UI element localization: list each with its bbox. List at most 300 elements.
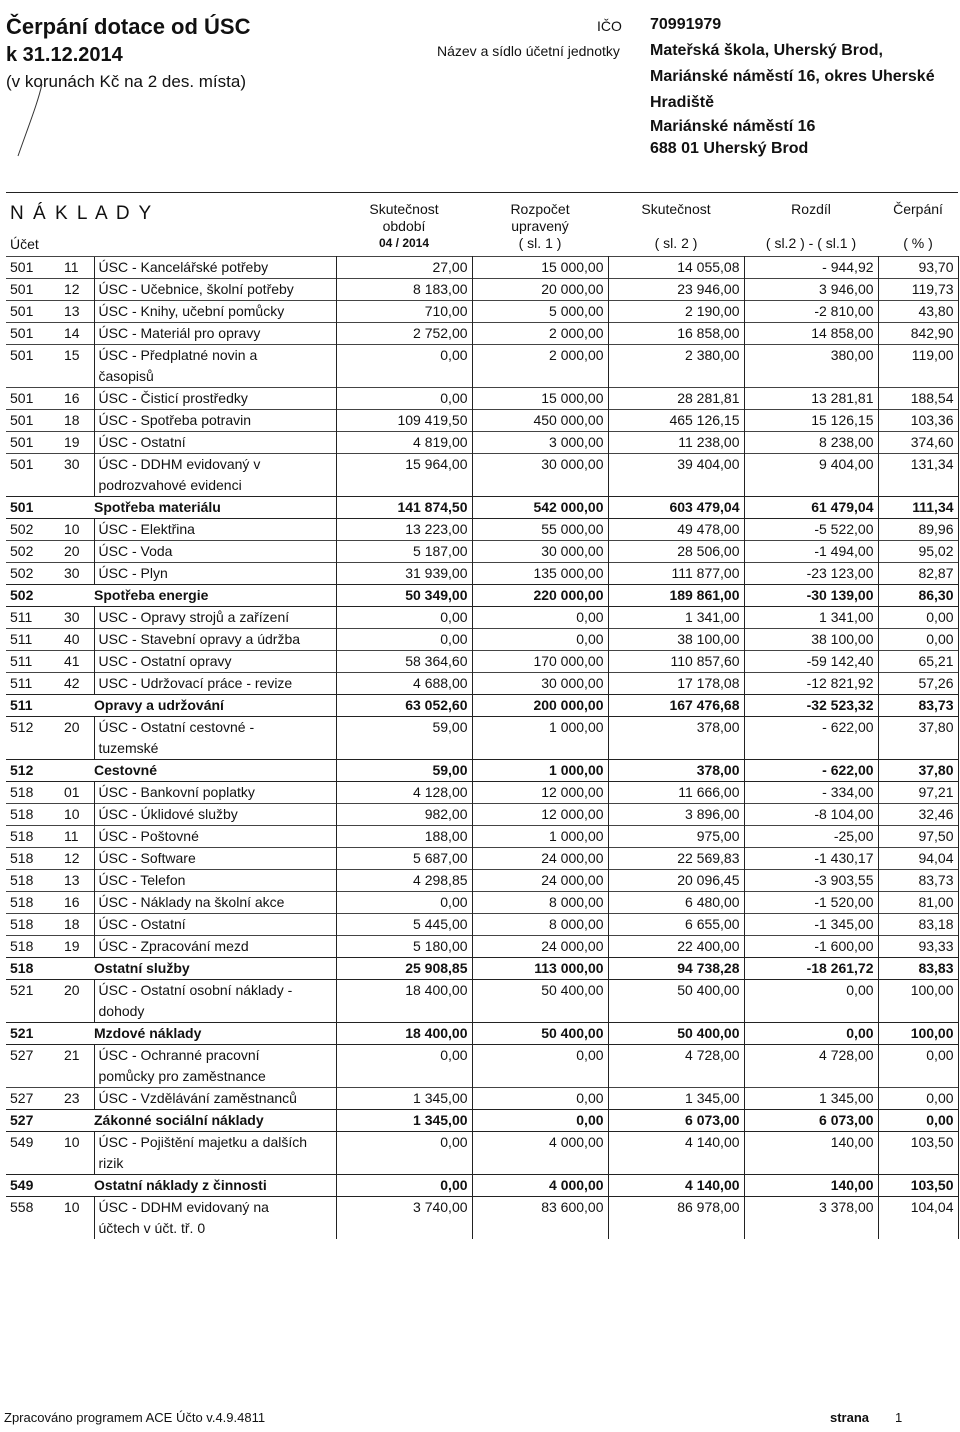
item-name-cell [94,717,336,760]
category-name-cell: Ostatní náklady z činnosti [60,1175,336,1197]
value-col3-cell: 50 400,00 [608,1023,744,1045]
item-name-cell [94,1045,336,1088]
col3-line1: Skutečnost [641,201,711,217]
value-col1-cell: 18 400,00 [336,980,472,1023]
item-name-cell: USC - Udržovací práce - revize [94,673,336,695]
value-col1-cell: 15 964,00 [336,454,472,497]
value-col5-cell: 83,73 [878,870,958,892]
item-name-cell: USC - Stavební opravy a údržba [94,629,336,651]
item-name-cell [94,1132,336,1175]
value-col1-cell: 109 419,50 [336,410,472,432]
value-col2-cell: 20 000,00 [472,279,608,301]
value-col3-cell: 4 140,00 [608,1132,744,1175]
value-col1-cell: 1 345,00 [336,1088,472,1110]
value-col1-cell: 58 364,60 [336,651,472,673]
subaccount-cell: 20 [60,541,94,563]
subaccount-cell: 21 [60,1045,94,1088]
value-col5-cell: 103,50 [878,1175,958,1197]
ico-label: IČO [597,18,622,34]
account-cell: 511 [6,651,60,673]
subaccount-cell: 20 [60,717,94,760]
account-cell: 511 [6,607,60,629]
value-col5-cell: 97,21 [878,782,958,804]
table-header-row [6,193,958,257]
table-row [6,323,958,345]
pen-mark [12,82,52,160]
col5-line1: Čerpání [893,201,943,217]
report-units: (v korunách Kč na 2 des. místa) [6,72,246,91]
subaccount-cell: 10 [60,1197,94,1240]
value-col4-cell: - 944,92 [744,257,878,279]
value-col1-cell: 31 939,00 [336,563,472,585]
value-col3-cell: 23 946,00 [608,279,744,301]
account-cell: 501 [6,388,60,410]
ico-value: 70991979 [650,16,722,33]
value-col4-cell: 0,00 [744,980,878,1023]
subaccount-cell: 30 [60,454,94,497]
subaccount-cell: 01 [60,782,94,804]
subaccount-cell: 10 [60,519,94,541]
value-col4-cell: -1 494,00 [744,541,878,563]
value-col2-cell: 0,00 [472,607,608,629]
value-col2-cell: 24 000,00 [472,848,608,870]
category-name-cell: Cestovné [60,760,336,782]
subaccount-cell: 16 [60,388,94,410]
value-col3-cell: 39 404,00 [608,454,744,497]
value-col1-cell: 2 752,00 [336,323,472,345]
value-col3-cell: 11 238,00 [608,432,744,454]
value-col3-cell: 50 400,00 [608,980,744,1023]
value-col2-cell: 2 000,00 [472,323,608,345]
value-col5-cell: 97,50 [878,826,958,848]
subaccount-cell: 13 [60,870,94,892]
value-col2-cell: 50 400,00 [472,1023,608,1045]
value-col1-cell: 0,00 [336,892,472,914]
value-col3-cell: 1 341,00 [608,607,744,629]
table-row [6,848,958,870]
value-col5-cell: 104,04 [878,1197,958,1240]
value-col2-cell: 0,00 [472,629,608,651]
item-name-cell: ÚSC - Učebnice, školní potřeby [94,279,336,301]
account-cell: 549 [6,1175,60,1197]
col3-line2: ( sl. 2 ) [654,235,698,251]
account-cell: 501 [6,410,60,432]
value-col2-cell: 170 000,00 [472,651,608,673]
value-col4-cell: -1 520,00 [744,892,878,914]
value-col5-cell: 83,18 [878,914,958,936]
value-col1-cell: 1 345,00 [336,1110,472,1132]
value-col4-cell: -25,00 [744,826,878,848]
value-col4-cell: -3 903,55 [744,870,878,892]
value-col3-cell: 86 978,00 [608,1197,744,1240]
value-col4-cell: -1 600,00 [744,936,878,958]
value-col3-cell: 378,00 [608,760,744,782]
org-line-4: Mariánské náměstí 16 [650,118,816,135]
table-row [6,388,958,410]
value-col1-cell: 4 298,85 [336,870,472,892]
value-col1-cell: 5 445,00 [336,914,472,936]
account-cell: 502 [6,541,60,563]
account-cell: 518 [6,782,60,804]
subaccount-cell: 30 [60,563,94,585]
item-name-cell: USC - Ostatní opravy [94,651,336,673]
page-number: 1 [895,1410,903,1425]
value-col2-cell: 450 000,00 [472,410,608,432]
item-name-cell: ÚSC - Ostatní [94,914,336,936]
value-col2-cell: 12 000,00 [472,804,608,826]
category-name-cell: Spotřeba materiálu [60,497,336,519]
account-cell: 501 [6,323,60,345]
ucet-label: Účet [10,236,39,252]
account-cell: 501 [6,257,60,279]
value-col5-cell: 83,83 [878,958,958,980]
value-col3-cell: 49 478,00 [608,519,744,541]
value-col4-cell: 61 479,04 [744,497,878,519]
value-col3-cell: 28 506,00 [608,541,744,563]
value-col3-cell: 14 055,08 [608,257,744,279]
value-col2-cell: 8 000,00 [472,892,608,914]
item-name-cell: ÚSC - Poštovné [94,826,336,848]
value-col2-cell: 1 000,00 [472,826,608,848]
value-col1-cell: 0,00 [336,1045,472,1088]
value-col3-cell: 22 569,83 [608,848,744,870]
value-col1-cell: 4 688,00 [336,673,472,695]
value-col2-cell: 0,00 [472,1088,608,1110]
value-col5-cell: 103,36 [878,410,958,432]
subaccount-cell: 18 [60,410,94,432]
account-cell: 518 [6,826,60,848]
subaccount-cell: 42 [60,673,94,695]
subaccount-cell: 11 [60,257,94,279]
item-name-cell: USC - Opravy strojů a zařízení [94,607,336,629]
value-col5-cell: 83,73 [878,695,958,717]
item-name-line2: dohody [98,1003,145,1019]
item-name-line1: ÚSC - DDHM evidovaný v [98,456,261,472]
value-col5-cell: 0,00 [878,629,958,651]
value-col4-cell: 140,00 [744,1132,878,1175]
value-col4-cell: -59 142,40 [744,651,878,673]
value-col2-cell: 135 000,00 [472,563,608,585]
item-name-cell: ÚSC - Knihy, učební pomůcky [94,301,336,323]
value-col1-cell: 63 052,60 [336,695,472,717]
value-col4-cell: -5 522,00 [744,519,878,541]
value-col4-cell: 0,00 [744,1023,878,1045]
category-name-cell: Zákonné sociální náklady [60,1110,336,1132]
item-name-line2: rizik [98,1155,124,1171]
value-col5-cell: 37,80 [878,717,958,760]
value-col2-cell: 30 000,00 [472,541,608,563]
col1-line3: 04 / 2014 [378,236,430,250]
item-name-cell: ÚSC - Úklidové služby [94,804,336,826]
value-col1-cell: 50 349,00 [336,585,472,607]
table-row [6,651,958,673]
account-cell: 518 [6,936,60,958]
value-col5-cell: 81,00 [878,892,958,914]
value-col5-cell: 43,80 [878,301,958,323]
item-name-cell: ÚSC - Plyn [94,563,336,585]
account-cell: 521 [6,1023,60,1045]
category-name-cell: Ostatní služby [60,958,336,980]
account-cell: 502 [6,585,60,607]
item-name-cell [94,454,336,497]
item-name-cell: ÚSC - Voda [94,541,336,563]
table-row [6,541,958,563]
value-col5-cell: 0,00 [878,1088,958,1110]
item-name-line1: ÚSC - Ochranné pracovní [98,1047,260,1063]
value-col4-cell: -23 123,00 [744,563,878,585]
table-row [6,1045,958,1088]
account-cell: 502 [6,519,60,541]
value-col3-cell: 28 281,81 [608,388,744,410]
subtotal-row [6,1175,958,1197]
subtotal-row [6,497,958,519]
value-col5-cell: 100,00 [878,980,958,1023]
account-cell: 511 [6,673,60,695]
col1-line2: období [382,218,426,234]
value-col2-cell: 113 000,00 [472,958,608,980]
value-col4-cell: 3 378,00 [744,1197,878,1240]
value-col4-cell: 3 946,00 [744,279,878,301]
value-col4-cell: 38 100,00 [744,629,878,651]
value-col2-cell: 4 000,00 [472,1175,608,1197]
value-col3-cell: 6 073,00 [608,1110,744,1132]
value-col2-cell: 0,00 [472,1110,608,1132]
value-col2-cell: 83 600,00 [472,1197,608,1240]
value-col4-cell: 9 404,00 [744,454,878,497]
value-col5-cell: 37,80 [878,760,958,782]
value-col4-cell: 140,00 [744,1175,878,1197]
subtotal-row [6,1023,958,1045]
value-col3-cell: 2 190,00 [608,301,744,323]
account-cell: 502 [6,563,60,585]
account-cell: 501 [6,279,60,301]
value-col1-cell: 141 874,50 [336,497,472,519]
value-col3-cell: 3 896,00 [608,804,744,826]
table-row [6,673,958,695]
value-col1-cell: 5 180,00 [336,936,472,958]
value-col1-cell: 8 183,00 [336,279,472,301]
item-name-cell [94,980,336,1023]
subaccount-cell: 14 [60,323,94,345]
value-col2-cell: 0,00 [472,1045,608,1088]
org-line-1: Mateřská škola, Uherský Brod, [650,42,883,59]
value-col4-cell: -8 104,00 [744,804,878,826]
value-col1-cell: 982,00 [336,804,472,826]
item-name-cell: ÚSC - Zpracování mezd [94,936,336,958]
value-col1-cell: 4 128,00 [336,782,472,804]
value-col1-cell: 710,00 [336,301,472,323]
value-col1-cell: 59,00 [336,760,472,782]
item-name-cell [94,1197,336,1240]
value-col5-cell: 131,34 [878,454,958,497]
account-cell: 501 [6,345,60,388]
value-col3-cell: 975,00 [608,826,744,848]
item-name-cell: ÚSC - Elektřina [94,519,336,541]
subtotal-row [6,585,958,607]
value-col3-cell: 110 857,60 [608,651,744,673]
table-row [6,1088,958,1110]
category-name-cell: Spotřeba energie [60,585,336,607]
org-line-2: Mariánské náměstí 16, okres Uherské [650,68,935,85]
account-cell: 501 [6,301,60,323]
subaccount-cell: 12 [60,848,94,870]
value-col2-cell: 220 000,00 [472,585,608,607]
value-col1-cell: 0,00 [336,1132,472,1175]
value-col4-cell: - 622,00 [744,717,878,760]
value-col2-cell: 8 000,00 [472,914,608,936]
account-cell: 518 [6,958,60,980]
subaccount-cell: 19 [60,936,94,958]
value-col3-cell: 1 345,00 [608,1088,744,1110]
value-col1-cell: 18 400,00 [336,1023,472,1045]
account-cell: 549 [6,1132,60,1175]
value-col4-cell: -2 810,00 [744,301,878,323]
col2-line1: Rozpočet [510,201,570,217]
table-row [6,563,958,585]
value-col1-cell: 0,00 [336,345,472,388]
value-col4-cell: 1 341,00 [744,607,878,629]
value-col3-cell: 11 666,00 [608,782,744,804]
table-row [6,607,958,629]
table-row [6,980,958,1023]
value-col2-cell: 15 000,00 [472,388,608,410]
value-col1-cell: 25 908,85 [336,958,472,980]
value-col5-cell: 374,60 [878,432,958,454]
value-col4-cell: -18 261,72 [744,958,878,980]
subaccount-cell: 23 [60,1088,94,1110]
table-row [6,519,958,541]
value-col3-cell: 2 380,00 [608,345,744,388]
subaccount-cell: 30 [60,607,94,629]
value-col2-cell: 1 000,00 [472,760,608,782]
col5-line2: ( % ) [903,235,933,251]
table-row [6,804,958,826]
table-row [6,410,958,432]
col2-line3: ( sl. 1 ) [518,235,562,251]
value-col1-cell: 27,00 [336,257,472,279]
subaccount-cell: 10 [60,1132,94,1175]
account-cell: 501 [6,497,60,519]
category-name-cell: Opravy a udržování [60,695,336,717]
account-cell: 512 [6,717,60,760]
value-col3-cell: 4 728,00 [608,1045,744,1088]
value-col4-cell: 6 073,00 [744,1110,878,1132]
value-col3-cell: 465 126,15 [608,410,744,432]
account-cell: 501 [6,454,60,497]
table-row [6,432,958,454]
value-col5-cell: 32,46 [878,804,958,826]
value-col4-cell: 13 281,81 [744,388,878,410]
value-col4-cell: -1 430,17 [744,848,878,870]
value-col5-cell: 93,70 [878,257,958,279]
col4-line2: ( sl.2 ) - ( sl.1 ) [765,235,857,251]
value-col2-cell: 5 000,00 [472,301,608,323]
value-col5-cell: 0,00 [878,607,958,629]
subtotal-row [6,958,958,980]
value-col1-cell: 4 819,00 [336,432,472,454]
value-col4-cell: 4 728,00 [744,1045,878,1088]
report-title: Čerpání dotace od ÚSC [6,14,251,39]
value-col5-cell: 89,96 [878,519,958,541]
table-row [6,717,958,760]
value-col3-cell: 38 100,00 [608,629,744,651]
value-col4-cell: -30 139,00 [744,585,878,607]
value-col3-cell: 17 178,08 [608,673,744,695]
value-col5-cell: 103,50 [878,1132,958,1175]
table-row [6,301,958,323]
account-cell: 527 [6,1045,60,1088]
value-col2-cell: 30 000,00 [472,454,608,497]
subtotal-row [6,1110,958,1132]
table-row [6,826,958,848]
value-col5-cell: 842,90 [878,323,958,345]
item-name-line1: ÚSC - Předplatné novin a [98,347,258,363]
account-cell: 527 [6,1110,60,1132]
value-col5-cell: 188,54 [878,388,958,410]
item-name-line1: ÚSC - Ostatní osobní náklady - [98,982,293,998]
table-row [6,1132,958,1175]
category-name-cell: Mzdové náklady [60,1023,336,1045]
costs-table-body [6,193,958,1240]
value-col1-cell: 0,00 [336,388,472,410]
value-col4-cell: 8 238,00 [744,432,878,454]
value-col1-cell: 13 223,00 [336,519,472,541]
table-row [6,279,958,301]
value-col3-cell: 16 858,00 [608,323,744,345]
subaccount-cell: 15 [60,345,94,388]
item-name-cell: ÚSC - Vzdělávání zaměstnanců [94,1088,336,1110]
value-col5-cell: 86,30 [878,585,958,607]
value-col2-cell: 30 000,00 [472,673,608,695]
subaccount-cell: 12 [60,279,94,301]
value-col3-cell: 111 877,00 [608,563,744,585]
item-name-cell: ÚSC - Kancelářské potřeby [94,257,336,279]
value-col1-cell: 5 187,00 [336,541,472,563]
table-row [6,782,958,804]
value-col3-cell: 6 480,00 [608,892,744,914]
account-cell: 558 [6,1197,60,1240]
value-col2-cell: 55 000,00 [472,519,608,541]
value-col1-cell: 3 740,00 [336,1197,472,1240]
value-col2-cell: 12 000,00 [472,782,608,804]
subaccount-cell: 10 [60,804,94,826]
col2-line2: upravený [511,218,569,234]
value-col2-cell: 1 000,00 [472,717,608,760]
section-heading: N Á K L A D Y [10,203,154,224]
value-col4-cell: 14 858,00 [744,323,878,345]
value-col5-cell: 95,02 [878,541,958,563]
value-col2-cell: 3 000,00 [472,432,608,454]
value-col3-cell: 378,00 [608,717,744,760]
subaccount-cell: 41 [60,651,94,673]
value-col5-cell: 111,34 [878,497,958,519]
account-cell: 518 [6,914,60,936]
table-row [6,454,958,497]
value-col4-cell: -1 345,00 [744,914,878,936]
value-col3-cell: 6 655,00 [608,914,744,936]
account-cell: 511 [6,695,60,717]
value-col1-cell: 59,00 [336,717,472,760]
item-name-line1: ÚSC - DDHM evidovaný na [98,1199,269,1215]
value-col2-cell: 200 000,00 [472,695,608,717]
value-col3-cell: 603 479,04 [608,497,744,519]
item-name-cell: ÚSC - Ostatní [94,432,336,454]
item-name-cell: ÚSC - Spotřeba potravin [94,410,336,432]
item-name-line2: podrozvahové evidenci [98,477,242,493]
account-cell: 518 [6,848,60,870]
value-col2-cell: 2 000,00 [472,345,608,388]
item-name-cell: ÚSC - Telefon [94,870,336,892]
